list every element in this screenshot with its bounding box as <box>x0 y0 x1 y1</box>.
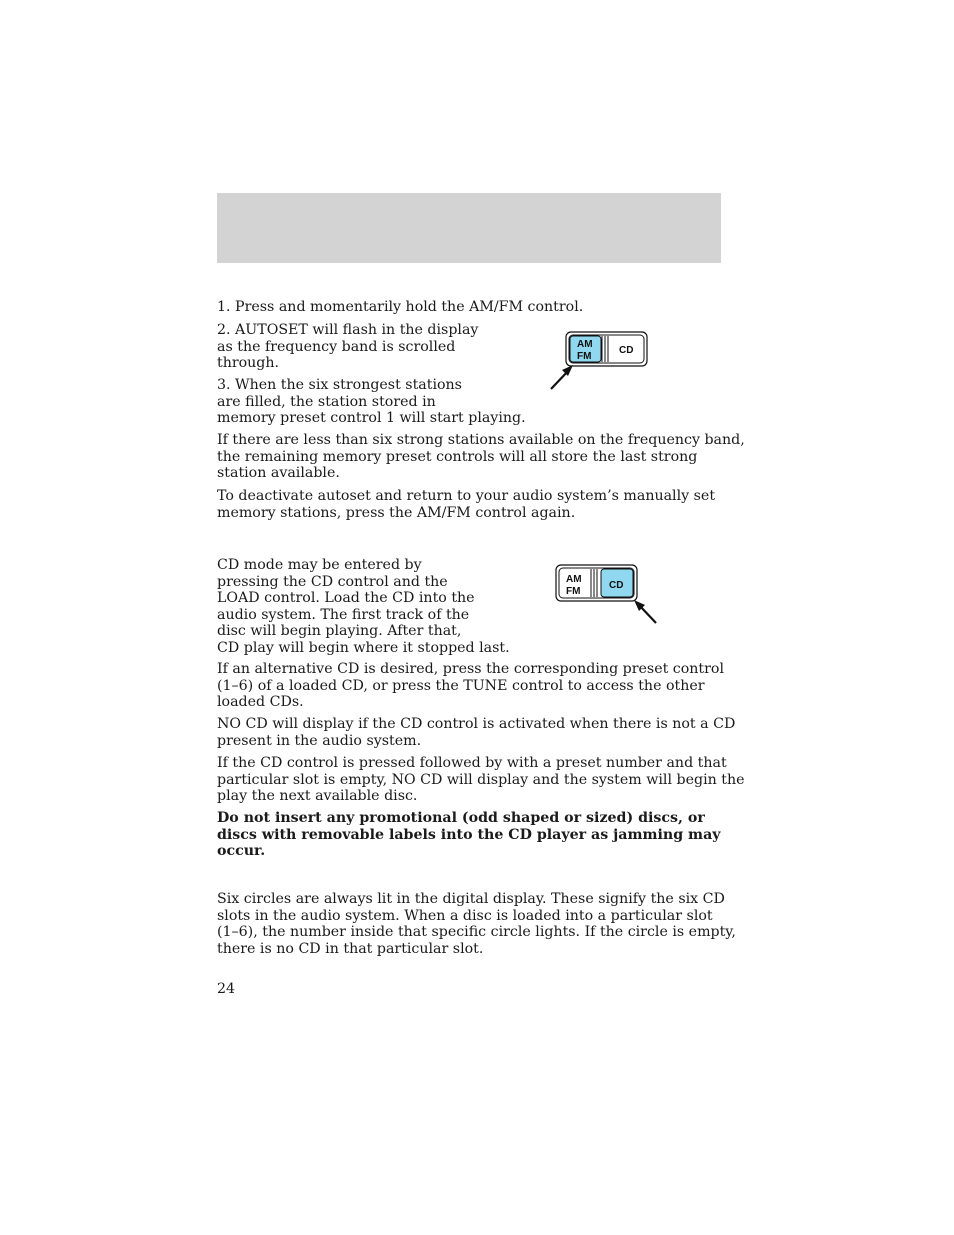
cd-no-cd: NO CD will display if the CD control is activated when there is not a CD present in the audio system. <box>217 716 736 749</box>
autoset-less-than-six: If there are less than six strong stations available on the frequency band, the remaining memory preset controls will all store the last strong station available. <box>217 432 745 482</box>
amfm-control-illustration <box>545 328 655 394</box>
section-header-bar <box>217 193 721 263</box>
cd-label: CD <box>609 580 624 591</box>
cd-control-illustration <box>553 563 663 629</box>
autoset-deactivate: To deactivate autoset and return to your audio system’s manually set memory stations, press the AM/FM control again. <box>217 488 716 521</box>
cd-label: CD <box>619 345 634 356</box>
display-circles: Six circles are always lit in the digital display. These signify the six CD slots in the audio system. When a disc is loaded into a particular slot (1–6), the number inside that specific circle lights. If the circle is empty, there is no CD in that particular slot. <box>217 891 736 957</box>
autoset-step-3: 3. When the six strongest stations are filled, the station stored in memory preset control 1 will start playing. <box>217 377 526 427</box>
fm-label: FM <box>566 586 581 597</box>
autoset-step-2: 2. AUTOSET will flash in the display as the frequency band is scrolled through. <box>217 322 479 372</box>
am-label: AM <box>577 339 593 350</box>
cd-warning: Do not insert any promotional (odd shaped or sized) discs, or discs with removable labels into the CD player as jamming may occur. <box>217 810 721 860</box>
fm-label: FM <box>577 351 592 362</box>
cd-alternative: If an alternative CD is desired, press the corresponding preset control (1–6) of a loaded CD, or press the TUNE control to access the other loaded CDs. <box>217 661 724 711</box>
page-number: 24 <box>217 981 236 997</box>
cd-slot-empty: If the CD control is pressed followed by with a preset number and that particular slot is empty, NO CD will display and the system will begin the play the next available disc. <box>217 755 745 805</box>
autoset-step-1: 1. Press and momentarily hold the AM/FM control. <box>217 299 584 315</box>
am-label: AM <box>566 574 582 585</box>
cd-mode-enter: CD mode may be entered by pressing the CD control and the LOAD control. Load the CD into the audio system. The first track of the disc will begin playing. After that, CD play will begin where it stopped last. <box>217 557 510 656</box>
